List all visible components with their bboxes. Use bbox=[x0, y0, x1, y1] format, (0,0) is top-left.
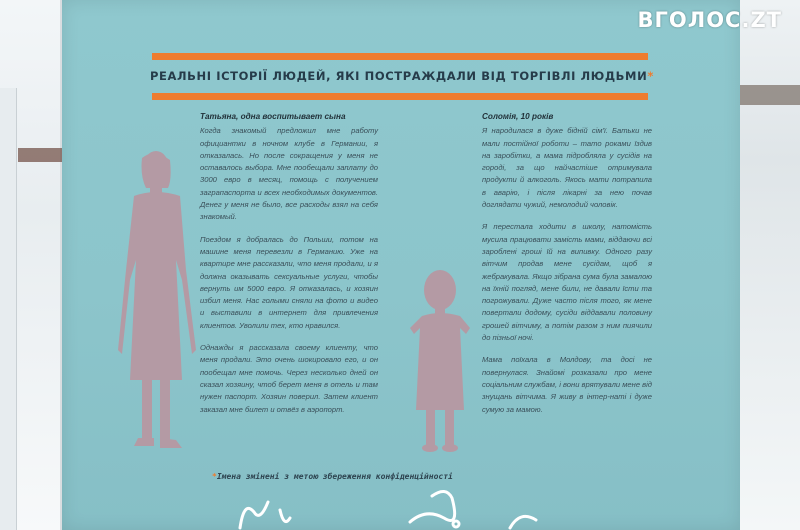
story-tatiana-paragraph: Поездом я добралась до Польши, потом на машине меня перевезли в Германию. Уже на квартире мне рассказали, что меня продали, и я должна оказывать сексуальные услуги, чтобы вернуть им 5000 евро. Я отказалась, и хозяин избил меня. Нас голыми сняли на фото и видео и выставили в интернет для привлечения клиентов. Уволили тех, кто нравился. bbox=[200, 234, 378, 330]
title-bar-top bbox=[152, 53, 648, 60]
fence-right bbox=[730, 85, 800, 105]
title-bar-bottom bbox=[152, 93, 648, 100]
snow-background-right bbox=[730, 0, 800, 530]
footnote-text: Імена змінені з метою збереження конфіденційності bbox=[216, 472, 453, 481]
fence bbox=[18, 148, 66, 162]
board-title bbox=[150, 69, 654, 83]
story-solomiia-paragraph: Я перестала ходити в школу, натомість мусила працювати замість мами, віддаючи всі зароблені гроші їй на випивку. Одного разу вітчим продав мене сусідам, щоб я жебракувала. Якщо зібрана сума була замалою на їхній погляд, мене били, не давали їсти та погрожували. Дуже часто після того, як мене повертали додому, сусіди віддавали половину грошей вітчиму, а потім разом з ним пиячили до пізньої ночі. bbox=[482, 222, 652, 343]
footnote-asterisk: * bbox=[212, 472, 217, 481]
story-solomiia-paragraph: Мама поїхала в Молдову, та досі не повернулася. Знайомі розказали про мене соціальним службам, і вони врятували мене від знущань вітчима. Я живу в інтер-наті і дуже сумую за мамою. bbox=[482, 355, 652, 414]
board-title-text: РЕАЛЬНІ ІСТОРІЇ ЛЮДЕЙ, ЯКІ ПОСТРАЖДАЛИ ВІД ТОРГІВЛІ ЛЮДЬМИ bbox=[150, 69, 648, 83]
title-asterisk: * bbox=[647, 69, 654, 83]
story-tatiana-heading: Татьяна, одна воспитывает сына bbox=[200, 112, 346, 121]
story-tatiana-paragraph: Когда знакомый предложил мне работу официантки в ночном клубе в Германии, я отказалась. Но после сокращения у меня не оставалось выбора. Мне пообещали заплату до 3000 евро в месяц, помощь с получением заграпаспорта и всех необходимых документов. Денег у меня не было, все расходы взял на себя знакомый. bbox=[200, 126, 378, 222]
footnote bbox=[212, 472, 453, 481]
doodle-icons bbox=[220, 488, 560, 530]
story-solomiia-heading: Соломія, 10 років bbox=[482, 112, 554, 121]
story-solomiia bbox=[482, 111, 652, 426]
woman-silhouette-icon bbox=[110, 150, 206, 450]
adjacent-panel bbox=[0, 88, 17, 530]
child-silhouette-icon bbox=[406, 270, 476, 455]
site-watermark: ВГОЛОС.ZT bbox=[637, 8, 782, 32]
story-tatiana bbox=[200, 111, 378, 426]
story-tatiana-paragraph: Однажды я рассказала своему клиенту, что меня продали. Это очень шокировало его, и он пообещал мне помочь. Через несколько дней он сказал хозяину, чтоб берет меня в отель и там нужен паспорт. Хозяин поверил. Затем клиент заказал мне билет и отвёз в аэропорт. bbox=[200, 343, 378, 414]
story-solomiia-paragraph: Я народилася в дуже бідній сім'ї. Батьки не мали постійної роботи – тато роками їздив на заробітки, а мама підробляла у сусідів на городі, за що найчастіше отримувала продукти й алкоголь. Якось мати потрапила в аварію, і після лікарні за нею почав доглядати чужий, немолодий чоловік. bbox=[482, 126, 652, 210]
